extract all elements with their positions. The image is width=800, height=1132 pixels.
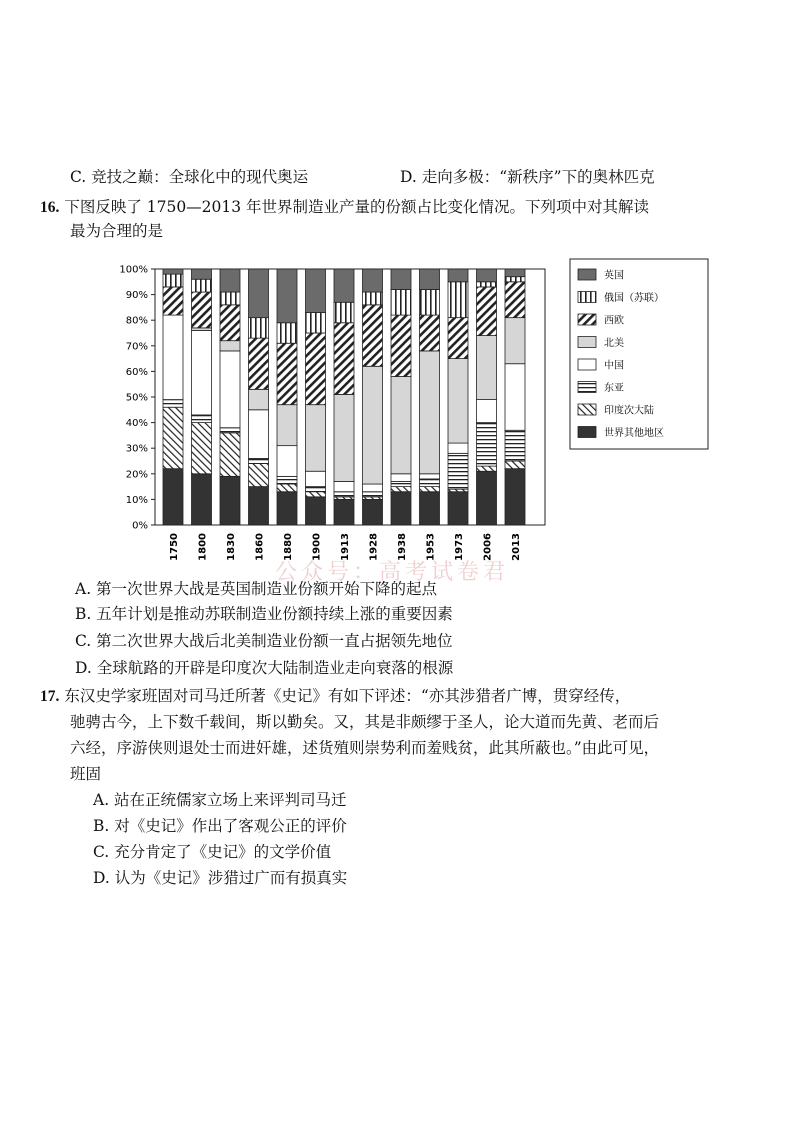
bar-segment-1800-0 — [192, 474, 212, 525]
bar-segment-1938-7 — [391, 269, 411, 289]
bar-segment-1880-5 — [277, 343, 297, 404]
bar-segment-1938-5 — [391, 315, 411, 376]
bar-segment-1953-5 — [420, 315, 440, 351]
x-tick-label: 1750 — [169, 533, 180, 561]
bar-segment-1953-2 — [420, 479, 440, 487]
bar-segment-2013-1 — [505, 461, 525, 469]
x-tick-label: 1928 — [368, 533, 380, 561]
bar-segment-1953-6 — [420, 289, 440, 315]
bar-segment-1953-7 — [420, 269, 440, 289]
x-tick-label: 1953 — [425, 533, 437, 561]
q16-option-c: C. 第二次世界大战后北美制造业份额一直占据领先地位 — [75, 632, 453, 650]
x-tick-label: 1880 — [283, 533, 294, 561]
bar-segment-2013-5 — [505, 282, 525, 318]
legend-label: 英国 — [604, 270, 624, 282]
y-tick-label: 40% — [125, 418, 148, 430]
bar-segment-1900-5 — [306, 333, 326, 405]
bar-segment-1953-3 — [420, 474, 440, 479]
legend-label: 印度次大陆 — [604, 405, 654, 417]
legend-swatch — [578, 269, 596, 280]
bar-segment-1750-6 — [163, 274, 183, 287]
bar-segment-1830-7 — [220, 269, 240, 292]
bar-segment-1900-6 — [306, 313, 326, 333]
bar-segment-1830-6 — [220, 292, 240, 305]
bar-segment-1750-5 — [163, 287, 183, 315]
bar-segment-1928-0 — [363, 499, 383, 525]
bar-segment-1928-6 — [363, 292, 383, 305]
q16-option-b: B. 五年计划是推动苏联制造业份额持续上涨的重要因素 — [75, 605, 453, 623]
bar-segment-1880-1 — [277, 484, 297, 492]
y-tick-label: 70% — [125, 341, 148, 353]
bar-segment-1913-5 — [334, 323, 354, 395]
x-tick-label: 1973 — [454, 533, 465, 561]
bar-segment-1938-2 — [391, 481, 411, 486]
bar-segment-1830-1 — [220, 433, 240, 477]
bar-segment-1900-2 — [306, 487, 326, 492]
y-tick-label: 100% — [119, 264, 148, 276]
bar-segment-1750-2 — [163, 400, 183, 408]
x-tick-label: 2013 — [511, 533, 522, 561]
bar-segment-1913-2 — [334, 492, 354, 497]
bar-segment-1860-2 — [249, 458, 269, 463]
legend-swatch — [578, 404, 596, 415]
y-tick-label: 0% — [132, 520, 148, 532]
y-tick-label: 20% — [125, 469, 148, 481]
legend-label: 中国 — [604, 360, 624, 372]
bar-segment-1880-2 — [277, 476, 297, 484]
bar-segment-1928-7 — [363, 269, 383, 292]
y-tick-label: 50% — [125, 392, 148, 404]
q16-stem-line1 — [40, 196, 649, 219]
legend-label: 北美 — [604, 338, 624, 349]
bar-segment-2006-1 — [477, 466, 497, 471]
bar-segment-1973-3 — [448, 443, 468, 453]
chart-legend — [570, 259, 708, 449]
bar-segment-1880-4 — [277, 405, 297, 446]
bar-segment-1973-0 — [448, 492, 468, 525]
bar-segment-2013-4 — [505, 318, 525, 364]
bar-segment-1900-4 — [306, 405, 326, 472]
bar-segment-1800-2 — [192, 415, 212, 423]
y-tick-label: 80% — [125, 315, 148, 327]
bar-segment-1938-4 — [391, 377, 411, 474]
bar-segment-1830-4 — [220, 341, 240, 351]
bar-segment-1928-4 — [363, 366, 383, 484]
manufacturing-share-chart — [100, 255, 720, 575]
y-tick-label: 10% — [125, 494, 148, 506]
bar-segment-2006-5 — [477, 287, 497, 336]
legend-swatch — [578, 292, 596, 303]
bar-segment-1800-5 — [192, 292, 212, 328]
x-tick-label: 2006 — [482, 533, 494, 561]
bar-segment-1860-1 — [249, 464, 269, 487]
bar-segment-1938-3 — [391, 474, 411, 482]
bar-segment-1750-7 — [163, 269, 183, 274]
bar-segment-1973-5 — [448, 318, 468, 359]
q17-option-d: D. 认为《史记》涉猎过广而有损真实 — [93, 869, 348, 887]
bar-segment-2006-3 — [477, 400, 497, 423]
bar-segment-1953-0 — [420, 492, 440, 525]
bar-segment-1900-1 — [306, 492, 326, 497]
legend-swatch — [578, 427, 596, 438]
legend-swatch — [578, 337, 596, 348]
bar-segment-2006-0 — [477, 471, 497, 525]
bar-segment-1938-0 — [391, 492, 411, 525]
bar-segment-1953-4 — [420, 351, 440, 474]
bar-segment-1750-3 — [163, 315, 183, 399]
legend-label: 西欧 — [604, 315, 624, 327]
q16-option-a: A. 第一次世界大战是英国制造业份额开始下降的起点 — [75, 580, 438, 598]
bar-segment-1973-2 — [448, 453, 468, 489]
bar-segment-2013-3 — [505, 364, 525, 431]
bar-segment-1860-0 — [249, 487, 269, 525]
bar-segment-1860-4 — [249, 389, 269, 409]
bar-segment-1900-7 — [306, 269, 326, 313]
bar-segment-2006-7 — [477, 269, 497, 282]
bar-segment-1830-0 — [220, 476, 240, 525]
bar-segment-1830-5 — [220, 305, 240, 341]
bar-segment-1938-1 — [391, 487, 411, 492]
bar-segment-1913-3 — [334, 481, 354, 491]
bar-segment-1750-0 — [163, 469, 183, 525]
q17-number: 17. — [40, 688, 60, 705]
bar-segment-1938-6 — [391, 289, 411, 315]
q17-stem-line3: 六经，序游侠则退处士而进奸雄，述货殖则崇势利而羞贱贫，此其所蔽也。”由此可见， — [70, 739, 660, 757]
bar-segment-1880-3 — [277, 446, 297, 477]
q17-stem-text: 东汉史学家班固对司马迁所著《史记》有如下评述：“亦其涉猎者广博，贯穿经传， — [64, 687, 631, 705]
bar-segment-1800-1 — [192, 423, 212, 474]
bar-segment-2013-2 — [505, 430, 525, 461]
bar-segment-1913-0 — [334, 499, 354, 525]
bar-segment-1900-0 — [306, 497, 326, 525]
y-tick-label: 30% — [125, 443, 148, 455]
bar-segment-2013-6 — [505, 277, 525, 282]
x-tick-label: 1860 — [254, 533, 266, 561]
legend-label: 世界其他地区 — [604, 428, 664, 439]
bar-segment-1800-6 — [192, 279, 212, 292]
bar-segment-1880-6 — [277, 323, 297, 343]
bar-segment-1880-0 — [277, 492, 297, 525]
bar-segment-1973-6 — [448, 282, 468, 318]
legend-label: 俄国（苏联） — [604, 293, 664, 304]
q17-option-b: B. 对《史记》作出了客观公正的评价 — [93, 817, 347, 835]
bar-segment-1928-3 — [363, 484, 383, 492]
bar-segment-1800-7 — [192, 269, 212, 279]
x-tick-label: 1830 — [226, 533, 237, 561]
bar-segment-1953-1 — [420, 487, 440, 492]
bar-segment-2006-4 — [477, 336, 497, 400]
bar-segment-1860-3 — [249, 410, 269, 459]
x-tick-label: 1900 — [311, 533, 323, 561]
bar-segment-1860-7 — [249, 269, 269, 318]
watermark: 公众号：高考试卷君 — [275, 560, 510, 585]
q17-stem-line4: 班固 — [70, 765, 102, 783]
legend-swatch — [578, 314, 596, 325]
bar-segment-1973-7 — [448, 269, 468, 282]
q17-stem-line2: 驰骋古今，上下数千载间，斯以勤矣。又，其是非颇缪于圣人，论大道而先黄、老而后 — [70, 713, 660, 731]
bar-segment-2006-6 — [477, 282, 497, 287]
x-tick-label: 1938 — [397, 533, 408, 561]
bar-segment-1913-4 — [334, 394, 354, 481]
bar-segment-2006-2 — [477, 423, 497, 467]
legend-swatch — [578, 382, 596, 393]
legend-swatch — [578, 359, 596, 370]
bar-segment-1880-7 — [277, 269, 297, 323]
bar-segment-1860-6 — [249, 318, 269, 338]
option-c-prev: C. 竞技之巅：全球化中的现代奥运 — [70, 168, 309, 186]
option-d-prev: D. 走向多极：“新秩序”下的奥林匹克 — [400, 168, 655, 186]
bar-segment-2013-7 — [505, 269, 525, 277]
bar-segment-1860-5 — [249, 338, 269, 389]
q17-option-c: C. 充分肯定了《史记》的文学价值 — [93, 843, 332, 861]
bar-segment-1800-3 — [192, 330, 212, 414]
bar-segment-1973-4 — [448, 359, 468, 443]
q16-option-d: D. 全球航路的开辟是印度次大陆制造业走向衰落的根源 — [75, 659, 454, 677]
x-tick-label: 1913 — [340, 533, 351, 561]
bar-segment-1830-3 — [220, 351, 240, 428]
bar-segment-1900-3 — [306, 471, 326, 486]
legend-frame — [570, 259, 708, 449]
y-tick-label: 60% — [125, 366, 148, 378]
q16-stem-text: 下图反映了 1750—2013 年世界制造业产量的份额占比变化情况。下列项中对其解读 — [64, 198, 650, 216]
legend-label: 东亚 — [604, 383, 624, 394]
q17-stem-line1 — [40, 685, 630, 708]
bar-segment-2013-0 — [505, 469, 525, 525]
bar-segment-1928-5 — [363, 305, 383, 366]
q16-number: 16. — [40, 199, 60, 216]
bar-segment-1913-7 — [334, 269, 354, 302]
plot-area — [119, 265, 545, 561]
y-tick-label: 90% — [125, 290, 148, 302]
q16-stem-line2: 最为合理的是 — [70, 222, 164, 240]
bar-segment-1913-6 — [334, 302, 354, 322]
bar-segment-1750-1 — [163, 407, 183, 468]
q17-option-a: A. 站在正统儒家立场上来评判司马迁 — [93, 791, 347, 809]
bar-segment-1830-2 — [220, 428, 240, 433]
bar-segment-1928-2 — [363, 492, 383, 497]
x-tick-label: 1800 — [197, 533, 209, 561]
